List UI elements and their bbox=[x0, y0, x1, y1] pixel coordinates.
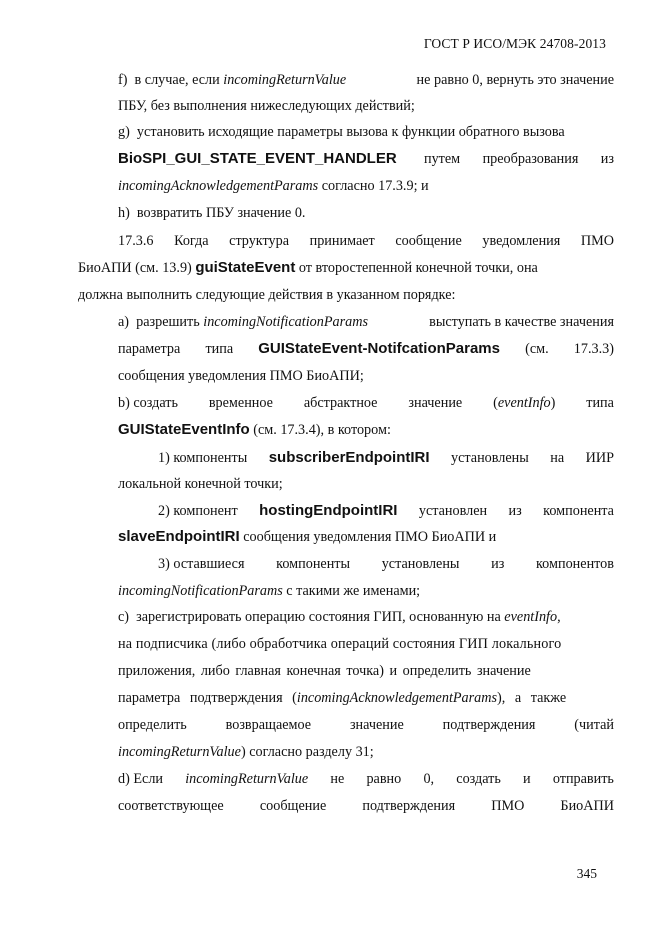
item-b-line-2: GUIStateEventInfo (см. 17.3.4), в котором: bbox=[118, 421, 391, 438]
item-g-marker: g) bbox=[118, 124, 130, 140]
item-g-line-3: incomingAcknowledgementParams согласно 17.3.9; и bbox=[118, 178, 429, 194]
item-a-line-1: a) разрешить incomingNotificationParams выступать в качестве значения bbox=[118, 314, 614, 330]
code-subscriber-endpoint-iri: subscriberEndpointIRI bbox=[268, 449, 430, 466]
item-g-line-1: g) установить исходящие параметры вызова к функции обратного вызова bbox=[118, 124, 565, 140]
item-g-line-2: BioSPI_GUI_STATE_EVENT_HANDLER путем преобразования из bbox=[118, 150, 614, 167]
item-c-line-6: incomingReturnValue) согласно разделу 31; bbox=[118, 744, 374, 760]
page-number: 345 bbox=[576, 866, 597, 881]
item-f-line-1: f) в случае, если incomingReturnValue не равно 0, вернуть это значение bbox=[118, 72, 614, 88]
subitem-1-line-2: локальной конечной точки; bbox=[118, 476, 283, 492]
item-d-marker: d) bbox=[118, 771, 130, 787]
item-d-line-1: d) Если incomingReturnValue не равно 0, создать и отправить bbox=[118, 771, 614, 787]
item-a-line-2: параметра типа GUIStateEvent-NotifcationParams (см. 17.3.3) bbox=[118, 340, 614, 357]
code-slave-endpoint-iri: slaveEndpointIRI bbox=[118, 528, 240, 545]
code-gui-state-event-info: GUIStateEventInfo bbox=[118, 421, 250, 438]
item-b-marker: b) bbox=[118, 395, 130, 411]
subitem-2-line-1: 2) компонент hostingEndpointIRI установлен из компонента bbox=[158, 502, 614, 519]
item-c-marker: c) bbox=[118, 609, 130, 625]
para-1736-line-2: БиоАПИ (см. 13.9) guiStateEvent от второстепенной конечной точки, она bbox=[78, 259, 538, 276]
item-c-line-5: определить возвращаемое значение подтверждения (читай bbox=[118, 717, 614, 733]
item-b-line-1: b) создать временное абстрактное значение (eventInfo) типа bbox=[118, 395, 614, 411]
para-1736-line-3: должна выполнить следующие действия в указанном порядке: bbox=[78, 287, 456, 303]
term-incoming-acknowledgement-params: incomingAcknowledgementParams bbox=[118, 178, 319, 194]
item-d-line-2: соответствующее сообщение подтверждения ПМО БиоАПИ bbox=[118, 798, 614, 814]
code-biospi-gui-state-event-handler: BioSPI_GUI_STATE_EVENT_HANDLER bbox=[118, 150, 397, 167]
item-c-line-4: параметра подтверждения (incomingAcknowledgementParams), а также bbox=[118, 690, 567, 706]
term-event-info: eventInfo bbox=[497, 395, 551, 411]
subitem-3-marker: 3) bbox=[158, 556, 170, 572]
item-c-line-1: c) зарегистрировать операцию состояния ГИП, основанную на eventInfo, bbox=[118, 609, 561, 625]
term-incoming-return-value: incomingReturnValue bbox=[223, 72, 347, 88]
item-h-marker: h) bbox=[118, 205, 130, 221]
item-c-line-2: на подписчика (либо обработчика операций состояния ГИП локального bbox=[118, 636, 562, 652]
subitem-1-line-1: 1) компоненты subscriberEndpointIRI установлены на ИИР bbox=[158, 449, 614, 466]
item-h-line: h) возвратить ПБУ значение 0. bbox=[118, 205, 306, 221]
section-number: 17.3.6 bbox=[118, 233, 154, 249]
subitem-2-marker: 2) bbox=[158, 503, 170, 519]
term-incoming-notification-params-2: incomingNotificationParams bbox=[118, 583, 283, 599]
term-incoming-acknowledgement-params-2: incomingAcknowledgementParams bbox=[296, 690, 498, 706]
subitem-1-marker: 1) bbox=[158, 450, 170, 466]
item-c-line-3: приложения, либо главная конечная точка) и определить значение bbox=[118, 663, 531, 679]
item-a-line-3: сообщения уведомления ПМО БиоАПИ; bbox=[118, 368, 364, 384]
para-1736-line-1: 17.3.6 Когда структура принимает сообщение уведомления ПМО bbox=[118, 233, 614, 249]
term-event-info-2: eventInfo bbox=[504, 609, 558, 625]
term-incoming-return-value-3: incomingReturnValue bbox=[185, 771, 309, 787]
item-f-marker: f) bbox=[118, 72, 128, 88]
subitem-3-line-1: 3) оставшиеся компоненты установлены из компонентов bbox=[158, 556, 614, 572]
code-gui-state-event: guiStateEvent bbox=[195, 259, 296, 276]
subitem-3-line-2: incomingNotificationParams с такими же именами; bbox=[118, 583, 421, 599]
term-incoming-notification-params: incomingNotificationParams bbox=[203, 314, 368, 330]
item-f-line-2: ПБУ, без выполнения нижеследующих действий; bbox=[118, 98, 415, 114]
standard-header: ГОСТ Р ИСО/МЭК 24708-2013 bbox=[423, 36, 606, 51]
subitem-2-line-2: slaveEndpointIRI сообщения уведомления ПМО БиоАПИ и bbox=[118, 528, 497, 545]
code-hosting-endpoint-iri: hostingEndpointIRI bbox=[259, 502, 398, 519]
code-gui-state-event-notification-params: GUIStateEvent-NotifcationParams bbox=[258, 340, 500, 357]
term-incoming-return-value-2: incomingReturnValue bbox=[118, 744, 241, 760]
item-a-marker: a) bbox=[118, 314, 130, 330]
